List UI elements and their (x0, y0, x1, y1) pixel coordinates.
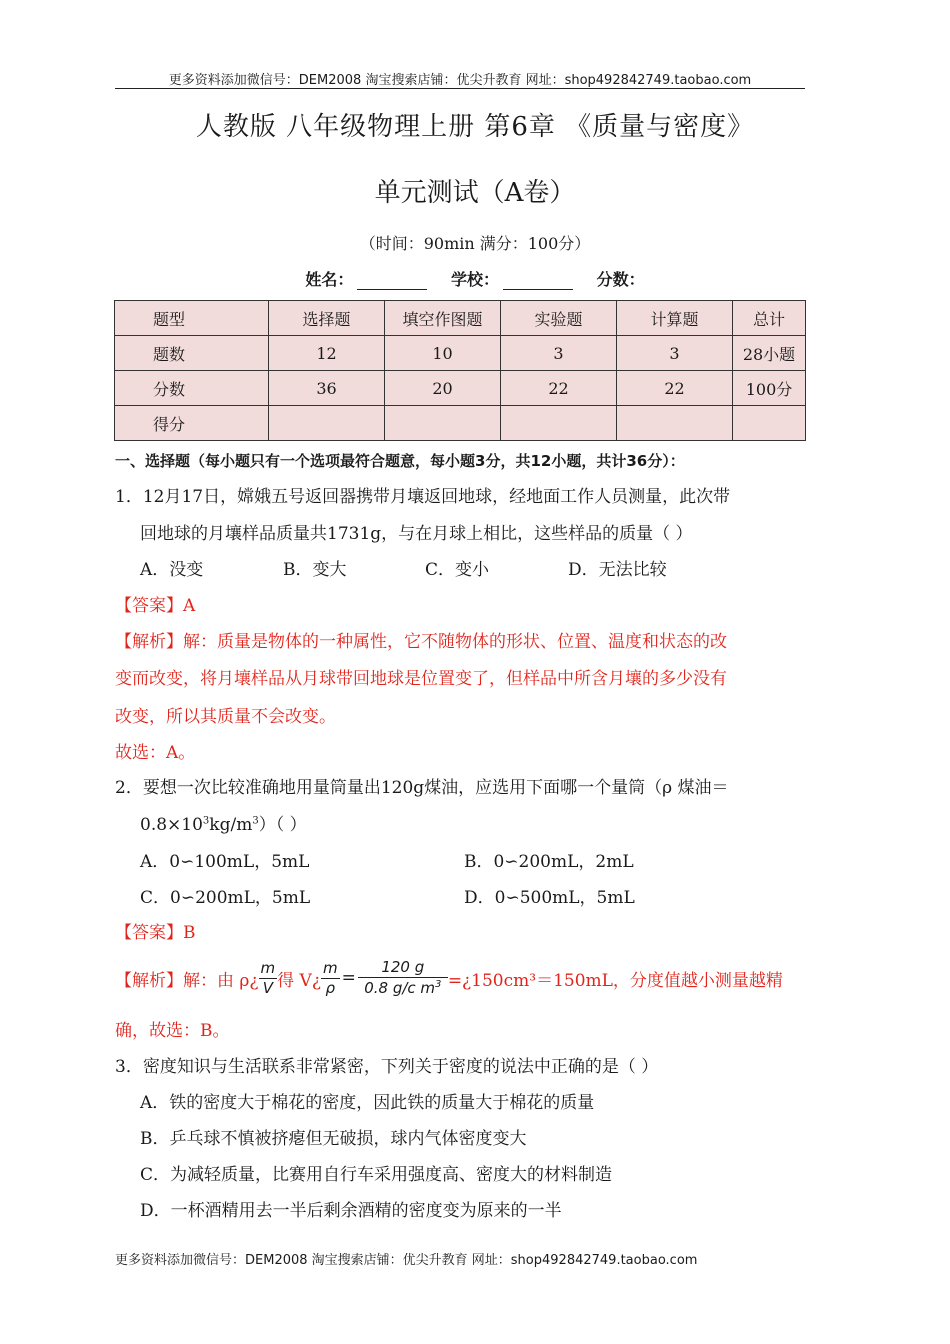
score-entry-cell[interactable] (501, 406, 617, 441)
frac-denominator-text: 0.8 g/c m (364, 979, 436, 997)
q2-analysis-mid: 得 V¿ (277, 970, 321, 991)
frac-denominator: ρ (325, 978, 336, 997)
q2-option-b: B．0∽200mL，2mL (464, 852, 634, 872)
title-line2: 单元测试（A卷） (374, 178, 576, 208)
q2-option-d: D．0∽500mL，5mL (464, 888, 635, 908)
q2-density-value: 0.8×10 (140, 815, 203, 835)
table-cell: 28小题 (733, 336, 806, 371)
q2-analysis-prefix: 【解析】解：由 ρ¿ (115, 970, 259, 991)
table-cell: 得分 (115, 406, 269, 441)
table-row (115, 336, 806, 371)
student-info-line (0, 267, 950, 290)
q2-unit-exponent: 3 (252, 815, 259, 827)
q2-answer: 【答案】B (115, 923, 196, 943)
q2-analysis-line1 (115, 953, 783, 1003)
score-entry-cell[interactable] (733, 406, 806, 441)
score-entry-cell[interactable] (269, 406, 385, 441)
page-header: 更多资料添加微信号：DEM2008 淘宝搜索店铺：优尖升教育 网址：shop492842749.taobao.com (168, 73, 752, 88)
table-cell: 总计 (733, 301, 806, 336)
equals-sign: = (341, 968, 356, 988)
table-cell: 100分 (733, 371, 806, 406)
table-cell: 选择题 (269, 301, 385, 336)
score-entry-cell[interactable] (617, 406, 733, 441)
header-rule (115, 88, 805, 89)
q1-analysis-line1: 【解析】解：质量是物体的一种属性，它不随物体的形状、位置、温度和状态的改 (115, 632, 727, 652)
table-cell: 3 (617, 336, 733, 371)
q2-analysis-line2: 确，故选：B。 (115, 1021, 230, 1041)
q2-density-unit: kg/m (209, 815, 253, 835)
name-label: 姓名： (305, 270, 354, 289)
frac-numerator: m (260, 958, 276, 977)
q2-line1: 2．要想一次比较准确地用量筒量出120g煤油，应选用下面哪一个量筒（ρ 煤油＝ (115, 778, 729, 798)
q1-line2: 回地球的月壤样品质量共1731g，与在月球上相比，这些样品的质量（ ） (140, 524, 693, 544)
table-cell: 题型 (115, 301, 269, 336)
q1-option-a: A．没变 (140, 560, 204, 580)
q3-line1: 3．密度知识与生活联系非常紧密，下列关于密度的说法中正确的是（ ） (115, 1057, 659, 1077)
table-cell: 分数 (115, 371, 269, 406)
q2-analysis-suffix: =¿150cm³＝150mL，分度值越小测量越精 (447, 970, 783, 991)
score-label: 分数： (596, 270, 645, 289)
section-title: 一、选择题（每小题只有一个选项最符合题意，每小题3分，共12小题，共计36分）： (115, 452, 685, 470)
table-cell: 12 (269, 336, 385, 371)
q1-analysis-line3: 改变，所以其质量不会改变。 (115, 707, 336, 727)
fraction-m-over-rho (321, 958, 340, 997)
q1-option-d: D．无法比较 (568, 560, 667, 580)
q2-bracket: ）（ ） (258, 815, 307, 835)
table-cell: 20 (385, 371, 501, 406)
q1-option-b: B．变大 (283, 560, 347, 580)
score-entry-cell[interactable] (385, 406, 501, 441)
table-cell: 10 (385, 336, 501, 371)
q2-line2 (140, 810, 307, 835)
frac-numerator: m (322, 958, 338, 977)
exam-info: （时间：90min 满分：100分） (359, 234, 591, 253)
table-cell: 题数 (115, 336, 269, 371)
table-row (115, 406, 806, 441)
table-cell: 22 (617, 371, 733, 406)
q3-option-d: D．一杯酒精用去一半后剩余酒精的密度变为原来的一半 (140, 1201, 562, 1221)
table-cell: 36 (269, 371, 385, 406)
q1-analysis-line2: 变而改变，将月壤样品从月球带回地球是位置变了，但样品中所含月壤的多少没有 (115, 669, 727, 689)
q1-choice: 故选：A。 (115, 743, 196, 763)
table-cell: 填空作图题 (385, 301, 501, 336)
table-header-row (115, 301, 806, 336)
table-cell: 实验题 (501, 301, 617, 336)
frac-denominator: V (262, 978, 273, 997)
frac-numerator: 120 g (358, 960, 448, 978)
q2-option-a: A．0∽100mL，5mL (140, 852, 310, 872)
page-footer: 更多资料添加微信号：DEM2008 淘宝搜索店铺：优尖升教育 网址：shop492842749.taobao.com (115, 1253, 698, 1268)
frac-denominator (358, 978, 448, 996)
school-label: 学校： (450, 270, 499, 289)
q1-answer: 【答案】A (115, 596, 196, 616)
q3-option-b: B．乒乓球不慎被挤瘪但无破损，球内气体密度变大 (140, 1129, 527, 1149)
score-table (114, 300, 806, 441)
school-blank[interactable] (503, 273, 573, 290)
q2-exponent: 3 (202, 815, 210, 827)
name-blank[interactable] (357, 273, 427, 290)
q1-option-c: C．变小 (425, 560, 490, 580)
frac-denominator-exponent: 3 (435, 979, 442, 990)
fraction-calculation (358, 960, 448, 996)
title-line1: 人教版 八年级物理上册 第6章 《质量与密度》 (195, 112, 755, 142)
table-cell: 3 (501, 336, 617, 371)
q3-option-a: A．铁的密度大于棉花的密度，因此铁的质量大于棉花的质量 (140, 1093, 595, 1113)
q3-option-c: C．为减轻质量，比赛用自行车采用强度高、密度大的材料制造 (140, 1165, 613, 1185)
table-cell: 计算题 (617, 301, 733, 336)
table-cell: 22 (501, 371, 617, 406)
q2-option-c: C．0∽200mL，5mL (140, 888, 311, 908)
table-row (115, 371, 806, 406)
fraction-m-over-v (259, 958, 278, 997)
q1-line1: 1．12月17日，嫦娥五号返回器携带月壤返回地球，经地面工作人员测量，此次带 (115, 487, 731, 507)
